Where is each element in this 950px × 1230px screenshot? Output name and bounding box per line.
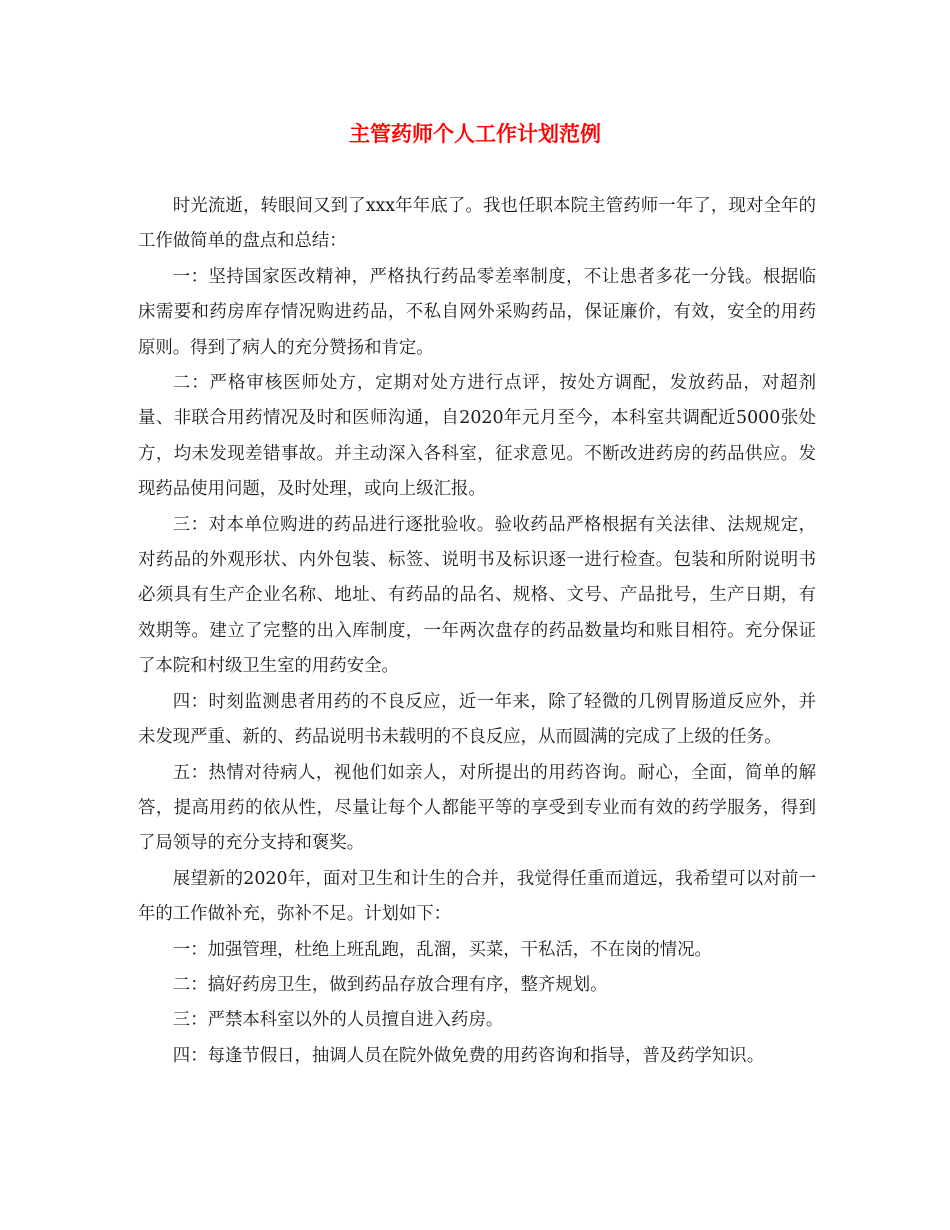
plan-item-4: 四：每逢节假日，抽调人员在院外做免费的用药咨询和指导，普及药学知识。: [172, 1045, 765, 1066]
outlook-paragraph: 展望新的2020年，面对卫生和计生的合并，我觉得任重而道远，我希望可以对前一年的工作做补充，弥补不足。计划如下：: [138, 868, 816, 925]
document-body: [138, 189, 816, 1074]
intro-paragraph: 时光流逝，转眼间又到了xxx年年底了。我也任职本院主管药师一年了，现对全年的工作做简单的盘点和总结：: [138, 196, 816, 252]
summary-item-4: 四：时刻监测患者用药的不良反应，近一年来，除了轻微的几例胃肠道反应外，并未发现严重、新的、药品说明书未载明的不良反应，从而圆满的完成了上级的任务。: [138, 691, 816, 748]
summary-item-3: 三：对本单位购进的药品进行逐批验收。验收药品严格根据有关法律、法规规定，对药品的外观形状、内外包装、标签、说明书及标识逐一进行检查。包装和所附说明书必须具有生产企业名称、地址、有药品的品名、规格、文号、产品批号，生产日期，有效期等。建立了完整的出入库制度，一年两次盘存的药品数量均和账目相符。充分保证了本院和村级卫生室的用药安全。: [138, 514, 816, 677]
summary-item-5: 五：热情对待病人，视他们如亲人，对所提出的用药咨询。耐心，全面，简单的解答，提高用药的依从性，尽量让每个人都能平等的享受到专业而有效的药学服务，得到了局领导的充分支持和褒奖。: [138, 762, 816, 854]
plan-item-1: 一：加强管理，杜绝上班乱跑，乱溜，买菜，干私活，不在岗的情况。: [172, 939, 712, 960]
plan-item-2: 二：搞好药房卫生，做到药品存放合理有序，整齐规划。: [172, 974, 608, 995]
plan-item-3: 三：严禁本科室以外的人员擅自进入药房。: [172, 1010, 504, 1031]
summary-item-2: 二：严格审核医师处方，定期对处方进行点评，按处方调配，发放药品，对超剂量、非联合用药情况及时和医师沟通，自2020年元月至今，本科室共调配近5000张处方，均未发现差错事故。并主动深入各科室，征求意见。不断改进药房的药品供应。发现药品使用问题，及时处理，或向上级汇报。: [138, 373, 816, 500]
document-title: 主管药师个人工作计划范例: [349, 121, 601, 146]
summary-item-1: 一：坚持国家医改精神，严格执行药品零差率制度，不让患者多花一分钱。根据临床需要和药房库存情况购进药品，不私自网外采购药品，保证廉价，有效，安全的用药原则。得到了病人的充分赞扬和肯定。: [138, 266, 816, 358]
